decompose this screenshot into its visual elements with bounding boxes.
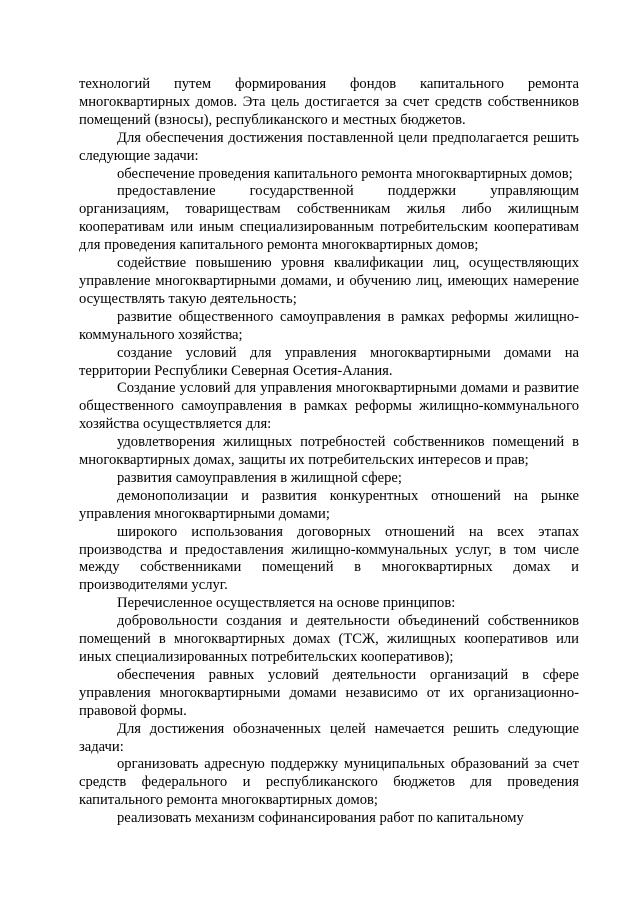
paragraph-task-qualification: содействие повышению уровня квалификации лиц, осуществляющих управление многоквартирными домами, и обучению лиц, имеющих намерение осуществлять такую деятельность; [79,255,579,307]
paragraph-goal-targeted-support: организовать адресную поддержку муниципальных образований за счет средств федерального и республиканского бюджетов для проведения капитального ремонта многоквартирных домов; [79,756,579,809]
paragraph-principle-equal-conditions: обеспечения равных условий деятельности организаций в сфере управления многоквартирными домами независимо от их организационно-правовой формы. [79,666,579,719]
paragraph-objectives-intro: Для обеспечения достижения поставленной цели предполагается решить следующие задачи: [79,129,579,164]
paragraph-task-self-government: развитие общественного самоуправления в рамках реформы жилищно-коммунального хозяйства; [79,308,579,343]
paragraph-conditions-purpose: Создание условий для управления многоквартирными домами и развитие общественного самоуправления в рамках реформы жилищно-коммунального хозяйства осуществляется для: [79,380,579,433]
paragraph-purpose-self-government: развития самоуправления в жилищной сфере; [117,469,402,486]
paragraph-purpose-contracts: широкого использования договорных отношений на всех этапах производства и предоставления жилищно-коммунальных услуг, в том числе между собственниками помещений в многоквартирных домах и производителями услуг. [79,523,579,594]
paragraph-principles-intro: Перечисленное осуществляется на основе принципов: [117,595,456,612]
paragraph-goals-intro: Для достижения обозначенных целей намечается решить следующие задачи: [79,720,579,755]
paragraph-task-conditions: создание условий для управления многоквартирными домами на территории Республики Северная Осетия-Алания. [79,344,579,379]
paragraph-purpose-housing-needs: удовлетворения жилищных потребностей собственников помещений в многоквартирных домах, защиты их потребительских интересов и прав; [79,434,579,469]
paragraph-purpose-demonopolization: демонополизации и развития конкурентных отношений на рынке управления многоквартирными домами; [79,487,579,522]
paragraph-task-state-support: предоставление государственной поддержки управляющим организациям, товариществам собственникам жилья либо жилищным кооперативам или иным специализированным потребительским кооперативам для проведения капитального ремонта многоквартирных домов; [79,183,579,254]
paragraph-task-capital-repair: обеспечение проведения капитального ремонта многоквартирных домов; [117,165,573,182]
paragraph-principle-voluntary: добровольности создания и деятельности объединений собственников помещений в многоквартирных домах (ТСЖ, жилищных кооперативов или иных специализированных потребительских кооперативов); [79,613,579,665]
document-body [79,76,579,828]
paragraph-goal-cofinancing: реализовать механизм софинансирования работ по капитальному [117,810,524,827]
paragraph-continuation: технологий путем формирования фондов капитального ремонта многоквартирных домов. Эта цель достигается за счет средств собственников помещений (взносы), республиканского и местных бюджетов. [79,76,579,128]
